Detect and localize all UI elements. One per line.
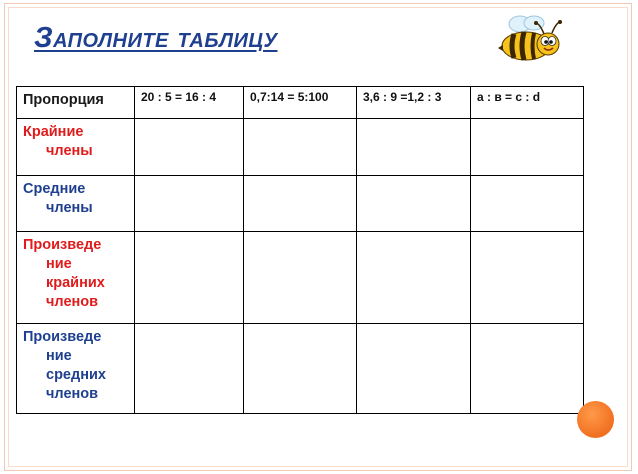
table-cell[interactable] <box>135 119 244 176</box>
table-cell[interactable] <box>471 119 584 176</box>
row-label-rest: ние средних членов <box>46 348 106 402</box>
table-row <box>17 232 584 324</box>
page-title: Заполните таблицу <box>34 22 278 54</box>
table-row <box>17 324 584 414</box>
header-proportion-1: 20 : 5 = 16 : 4 <box>135 87 244 119</box>
table-header-row <box>17 87 584 119</box>
table-cell[interactable] <box>357 176 471 232</box>
table-cell[interactable] <box>357 324 471 414</box>
row-label-first: Произведе <box>23 329 102 345</box>
header-proportion-3: 3,6 : 9 =1,2 : 3 <box>357 87 471 119</box>
row-label-product-means <box>17 324 135 414</box>
table-cell[interactable] <box>357 232 471 324</box>
proportion-table <box>16 86 584 414</box>
row-label-rest: члены <box>46 200 93 216</box>
header-label-cell: Пропорция <box>17 87 135 119</box>
table-cell[interactable] <box>244 176 357 232</box>
table-cell[interactable] <box>244 232 357 324</box>
table-cell[interactable] <box>357 119 471 176</box>
table-cell[interactable] <box>135 324 244 414</box>
table-cell[interactable] <box>244 324 357 414</box>
table-cell[interactable] <box>135 232 244 324</box>
header-proportion-4: а : в = с : d <box>471 87 584 119</box>
row-label-extremes <box>17 119 135 176</box>
row-label-first: Произведе <box>23 237 102 253</box>
row-label-product-extremes <box>17 232 135 324</box>
table-cell[interactable] <box>135 176 244 232</box>
row-label-rest: члены <box>46 143 93 159</box>
table-cell[interactable] <box>244 119 357 176</box>
row-label-rest: ние крайних членов <box>46 256 105 310</box>
bee-icon <box>490 14 562 66</box>
row-label-means <box>17 176 135 232</box>
table-cell[interactable] <box>471 232 584 324</box>
header-proportion-2: 0,7:14 = 5:100 <box>244 87 357 119</box>
table-row <box>17 176 584 232</box>
row-label-first: Средние <box>23 181 86 197</box>
table-row <box>17 119 584 176</box>
table-cell[interactable] <box>471 324 584 414</box>
table-cell[interactable] <box>471 176 584 232</box>
orange-circle-decoration <box>577 401 614 438</box>
row-label-first: Крайние <box>23 124 84 140</box>
